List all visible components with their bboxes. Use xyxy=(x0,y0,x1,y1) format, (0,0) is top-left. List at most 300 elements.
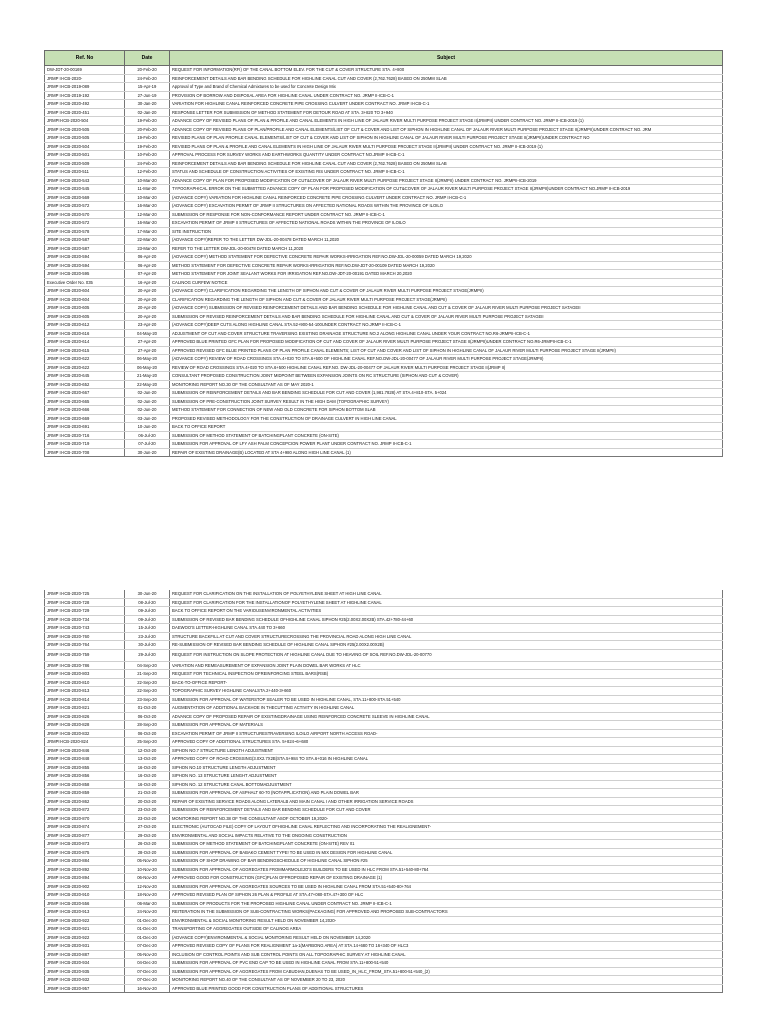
table-row xyxy=(45,278,723,287)
table-row xyxy=(45,372,723,381)
table-row xyxy=(45,363,723,372)
date-cell: 10-Jun-20 xyxy=(125,423,170,432)
ref-cell: JRMP II-ICB-2020-821 xyxy=(45,704,125,713)
ref-cell: JRMP II-ICB-2020-492 xyxy=(45,100,125,109)
table-row xyxy=(45,142,723,151)
table-row xyxy=(45,159,723,168)
date-cell: 13-Oct-20 xyxy=(125,755,170,764)
ref-cell: JRMP II-ICB-2020-922 xyxy=(45,933,125,942)
ref-cell: JRMPII-ICB-2020-504 xyxy=(45,117,125,126)
subject-cell: METHOD STATEMENT FOR CONNECTION OF NEW AND OLD CONCRETE FOR SIPHON BOTTOM SLAB xyxy=(170,406,723,415)
subject-cell: ADVANCE COPY OF PROPOSED REPAIR OF EXISTINGDRAINAGE USING REINFORCED CONCRETE SLEEVE IN HIGHLINE CANAL xyxy=(170,712,723,721)
table-row xyxy=(45,210,723,219)
subject-cell: CONSULTANT PROPOSED CONSTRUCTION JOINT MIDPOINT BETWEEN EXPANSION JOINTS ON RC STRUCTURE (SIPHON AND CUT & COVER) xyxy=(170,372,723,381)
ref-cell: JRMP II-ICB-2020-862 xyxy=(45,797,125,806)
ref-cell: JRMP II-ICB-2020-760 xyxy=(45,632,125,641)
subject-cell: SIPHON NO. 12 STRUCTURE CANAL BOTTOMADJUSTMENT xyxy=(170,780,723,789)
subject-cell: SUBMISSION FOR APPROVAL OF AGGREGATES SOURCES TO BE USED IN HIGHLINE CANAL FROM STA.51+540-80+764 xyxy=(170,882,723,891)
date-cell: 07-Dec-20 xyxy=(125,976,170,985)
table-row xyxy=(45,414,723,423)
ref-cell: JRMP II-ICB-2020-832 xyxy=(45,729,125,738)
date-cell: 16-Apr-20 xyxy=(125,278,170,287)
subject-cell: SUBMISSION OF REINFORCEMENT DETAILS AND BAR BENDING SCHEDULE FOR CUT AND COVER (1,981.7828) AT STA.4+810-STA. 5+024 xyxy=(170,389,723,398)
date-cell: 23-Oct-20 xyxy=(125,806,170,815)
ref-cell: JRMP II-ICB-2020-587 xyxy=(45,236,125,245)
subject-cell: MONITORING REPORT NO.38 OF THE CONSULTANT ASOF OCTOBER 19,2020- xyxy=(170,814,723,823)
subject-cell: REVIEW OF ROAD CROSSINGS STA.4+020 TO STA.6+500 HIGHLINE CANAL REF.NO. DW-JDL-20-00477 OF JALAUR RIVER MULTI PURPOSE PROJECT STAGE II(JRMP II) xyxy=(170,363,723,372)
table-row xyxy=(45,615,723,624)
subject-cell: APPROVED BLUE PRINTED GOOD FOR CONSTRUCTION PLANS OF ADDITIONAL STRUCTURES xyxy=(170,984,723,993)
table-row xyxy=(45,814,723,823)
date-cell: 06-Jul-20 xyxy=(125,431,170,440)
table-row xyxy=(45,329,723,338)
subject-cell: (ADVANCE COPY) REVIEW OF ROAD CROSSINGS STA.4+020 TO STA.6+500 OF HIGHLINE CANAL REF.NO.DW-JDL-20-00477 OF JALAUR RIVER MULTI PURPOSE PROJECT STAGE(JRMPII) xyxy=(170,355,723,364)
table-row xyxy=(45,219,723,228)
subject-cell: METHOD STATEMENT FOR DEFECTIVE CONCRETE REPAIR WORKS-IRRIGATION REF.NO.DW-JDT-20-00109 DATED MARCH 19,2020 xyxy=(170,261,723,270)
date-cell: 27-Oct-20 xyxy=(125,823,170,832)
ref-cell: JRMP II-ICB-2020-595 xyxy=(45,270,125,279)
subject-cell: REPAIR OF EXISTING SERVICE ROADS ALONG LATERALB AND MAIN CANAL I AND OTHER IRRIGATION SERVICE ROADS xyxy=(170,797,723,806)
subject-cell: REINFORCEMENT DETAILS AND BAR BENDING SCHEDULE FOR HIGHLINE CANAL CUT AND COVER (2,762.7628) BASED ON 250MM SLAB xyxy=(170,74,723,83)
subject-cell: BACK-TO-OFFICE REPORT- xyxy=(170,678,723,687)
date-cell: 01-Dec-20 xyxy=(125,925,170,934)
header-subject: Subject xyxy=(170,51,723,66)
table-row xyxy=(45,865,723,874)
date-cell: 09-Jul-20 xyxy=(125,607,170,616)
subject-cell: APPROVED REVISED PLAN OF SIPHON 26 PLAN & PROFILE AT STA.47+080-STA.47+300 OF HLC xyxy=(170,891,723,900)
table-row xyxy=(45,244,723,253)
ref-cell: JRMP II-ICB-2020-884 xyxy=(45,857,125,866)
ref-cell: JRMP II-ICB-2020-759 xyxy=(45,649,125,661)
subject-cell: STRUCTURE BACKFILL AT CUT AND COVER STRUCTURECROSSING THE PROVINCIAL ROAD ALONG HIGH LINE CANAL xyxy=(170,632,723,641)
table-row xyxy=(45,984,723,993)
ref-cell: JRMP II-ICB-2019-192 xyxy=(45,91,125,100)
subject-cell: (ADVANCE COPY) SUBMISSION OF REVISED REINFORCEMENT DETAILS AND BAR BENDING SCHEDULE FOR HIGHLINE CANAL AND CUT & COVER OF JALAUR RIVER MULTI PURPOSE PROJECT SATAGEII xyxy=(170,304,723,313)
date-cell: 27-Apr-20 xyxy=(125,338,170,347)
date-cell: 02-Jun-20 xyxy=(125,406,170,415)
date-cell: 23-Mar-20 xyxy=(125,244,170,253)
table-row xyxy=(45,780,723,789)
date-cell: 19-Feb-20 xyxy=(125,142,170,151)
date-cell: 07-Jul-20 xyxy=(125,440,170,449)
ref-cell: JRMP II-ICB-2020-858 xyxy=(45,780,125,789)
table-row xyxy=(45,678,723,687)
subject-cell: VARIATION FOR HIGHLINE CANAL REINFORCED CONCRETE PIPE CROSSING CULVERT UNDER CONTRACT NO. JRMP II-ICB-C-1 xyxy=(170,100,723,109)
table-row xyxy=(45,261,723,270)
table-row xyxy=(45,848,723,857)
date-cell: 07-Apr-20 xyxy=(125,270,170,279)
ref-cell: JRMP II-ICB-2020-570 xyxy=(45,210,125,219)
ref-cell: JRMP II-ICB-2020-622 xyxy=(45,355,125,364)
table-row xyxy=(45,670,723,679)
subject-cell: SUBMISSION FOR APPROVAL OF BABAKO CEMENT TYPE! TO BE USED IN MIX DESIGN FOR HIGHLINE CANAL xyxy=(170,848,723,857)
table-row xyxy=(45,967,723,976)
ref-cell: JRMP II-ICB-2020-814 xyxy=(45,695,125,704)
subject-cell: SUBMISSION FOR APPROVAL OF PVC END CAP TO BE USED IN HIGHLINE CANAL FROM STA.11+800-51+540 xyxy=(170,959,723,968)
subject-cell: SUBMISSION OF RESPONSE FOR NON-CONFORMANCE REPORT UNDER CONTRACT NO. JRMP II-ICB-C-1 xyxy=(170,210,723,219)
table-row xyxy=(45,176,723,185)
date-cell: 22-Mar-20 xyxy=(125,236,170,245)
subject-cell: APPROVED GOOD FOR CONSTRUCTION (GFC)PLAN OFPROPOSED REPAIR OF EXISTING DRAINAGE (1) xyxy=(170,874,723,883)
date-cell: 16-Oct-20 xyxy=(125,780,170,789)
subject-cell: SUBMISSION FOR APPROVAL OF WATERSTOP SEALER TO BE USED IN HIGHLINE CANAL, STA.11+800-STA.51+540 xyxy=(170,695,723,704)
subject-cell: MONITORING REPORT NO.40 OF THE CONSULTANT AS OF NOVEMBER 20 TO 23, 2020 xyxy=(170,976,723,985)
table-row xyxy=(45,933,723,942)
date-cell: 01-Dec-20 xyxy=(125,916,170,925)
subject-cell: PROVISION OF BORROW AND DISPOSAL AREA FOR HIGHLINE CANAL UNDER CONTRACT NO. JRMP II-ICB-C-1 xyxy=(170,91,723,100)
date-cell: 18-Nov-20 xyxy=(125,891,170,900)
subject-cell: CALINOG CURFEW NOTICE xyxy=(170,278,723,287)
subject-cell: CLARIFICATION REGARDING THE LENGTH OF SIPHON AND CUT & COVER OF JALAUR RIVER MULTI PURPOSE PROJECT STAGE(JRMPII) xyxy=(170,295,723,304)
subject-cell: SUBMISSION FOR APPROVAL OF ASPHALT 60-70 (NOTAPPLICATION) AND PLAIN DOWEL BAR xyxy=(170,789,723,798)
table-row xyxy=(45,236,723,245)
subject-cell: (ADVANCE COPY)DEEP CUTS ALONG HIGHLINE CANAL STA.52+900-54-100UNDER CONTRACT NO.JRMP II-ICB-C-1 xyxy=(170,321,723,330)
date-cell: 05-Nov-20 xyxy=(125,857,170,866)
date-cell: 05-Nov-20 xyxy=(125,950,170,959)
table-row xyxy=(45,763,723,772)
ref-cell: JRMP II-ICB-2020-612 xyxy=(45,321,125,330)
subject-cell: APPROVED COPY OF ADDITIONAL STRUCTURES STA. 5+824~6+680 xyxy=(170,738,723,747)
date-cell: 06-Oct-20 xyxy=(125,712,170,721)
subject-cell: (ADVANCE COPY)REFER TO THE LETTER DW-JDL-20-00478 DATED MARCH 11,2020 xyxy=(170,236,723,245)
ref-cell: JRMP II-ICB-2020- xyxy=(45,74,125,83)
subject-cell: VARIATION AND REMEASUREMENT OF EXPANSION JOINT PLAIN DOWEL BAR WORKS AT HLC xyxy=(170,661,723,670)
table-row xyxy=(45,125,723,134)
ref-cell: JRMP II-ICB-2020-887 xyxy=(45,950,125,959)
date-cell: 10-Feb-20 xyxy=(125,151,170,160)
ref-cell: JRMP II-ICB-2020-669 xyxy=(45,414,125,423)
date-cell: 20-Apr-20 xyxy=(125,295,170,304)
date-cell: 09-Jul-20 xyxy=(125,615,170,624)
date-cell: 02-Jun-20 xyxy=(125,397,170,406)
table-row xyxy=(45,431,723,440)
table-row xyxy=(45,624,723,633)
ref-cell: JRMP II-ICB-2020-667 xyxy=(45,389,125,398)
table-row xyxy=(45,942,723,951)
table-row xyxy=(45,729,723,738)
table-row xyxy=(45,321,723,330)
ref-cell: JRMP II-ICB-2020-614 xyxy=(45,338,125,347)
subject-cell: RE-SUBMISSION OF REVISED BAR BENDING SCHEDULE OF HIGHLINE CANAL SIPHON #25(2.00X2.00X2B) xyxy=(170,641,723,650)
date-cell: 20-Apr-20 xyxy=(125,312,170,321)
date-cell: 10-Mar-20 xyxy=(125,193,170,202)
table-row xyxy=(45,831,723,840)
subject-cell: TYPOGRAPHICAL ERROR ON THE SUBMITTED ADVANCE COPY OF PLAN FOR PROPOSED MODIFICATION OF CUT&COVER OF JALAUR RIVER MULTI PURPOSE PROJECT STAGE II(JRMPII)UNDER CONTRACT NO.JRMP II-ICB-2019 xyxy=(170,185,723,194)
ref-cell: JRMP II-ICB-2020-728 xyxy=(45,598,125,607)
table-row xyxy=(45,649,723,661)
table-row xyxy=(45,440,723,449)
table-row xyxy=(45,168,723,177)
ref-cell: JRMP II-ICB-2020-615 xyxy=(45,346,125,355)
ref-cell: JRMP II-ICB-2020-875 xyxy=(45,848,125,857)
subject-cell: (ADVANCE COPY)ENVIRONMENTAL & SOCIAL MONITORING RESULT HELD ON NOVEMBER 14,2020 xyxy=(170,933,723,942)
table-row xyxy=(45,83,723,92)
table-row xyxy=(45,746,723,755)
ref-cell: JRMP II-ICB-2020-451 xyxy=(45,108,125,117)
ref-cell: JRMPII-ICB-2020-824 xyxy=(45,738,125,747)
ref-cell: JRMP II-ICB-2020-734 xyxy=(45,615,125,624)
table-row xyxy=(45,389,723,398)
header-date: Date xyxy=(125,51,170,66)
subject-cell: METHOD STATEMENT FOR JOINT SEALANT WORKS FOR IRRIGATION REF.NO.DW-JDT-20-00191 DATED MARCH 20,2020 xyxy=(170,270,723,279)
ref-cell: JRMP II-ICB-2020-764 xyxy=(45,641,125,650)
ref-cell: JRMP II-ICB-2020-616 xyxy=(45,329,125,338)
date-cell: 12-Nov-20 xyxy=(125,882,170,891)
table-row xyxy=(45,185,723,194)
ref-cell: JRMP II-ICB-2020-922 xyxy=(45,916,125,925)
date-cell: 01-Oct-20 xyxy=(125,704,170,713)
ref-cell: JRMP II-ICB-2020-786 xyxy=(45,661,125,670)
ref-cell: JRMP II-ICB-2020-605 xyxy=(45,304,125,313)
ref-cell: JRMP II-ICB-2020-870 xyxy=(45,814,125,823)
subject-cell: ELECTRONIC (AUTOCAD FILE) COPY OF LAYOUT OFHIGHLINE CANAL REFLECTING AND INCORPORATING THE REALIGNEMENT- xyxy=(170,823,723,832)
date-cell: 27-Jun-19 xyxy=(125,91,170,100)
subject-cell: DAEWOO'S LETTER-HIGHLINE CANAL STA.440 TO 3+660 xyxy=(170,624,723,633)
table-row xyxy=(45,253,723,262)
subject-cell: SIPHON NO.10 STRUCTURE LENGTH ADJUSTMENT xyxy=(170,763,723,772)
subject-cell: SUBMISSION FOR APPROVAL OF AGGREGATES FROMMARMOLEJO'S BUILDERS TO BE USED IN HLC FROM STA.51+540-80+764 xyxy=(170,865,723,874)
date-cell: 28-Sep-20 xyxy=(125,721,170,730)
table-row xyxy=(45,840,723,849)
table-row xyxy=(45,108,723,117)
table-row xyxy=(45,338,723,347)
table-row xyxy=(45,312,723,321)
table-row xyxy=(45,202,723,211)
ref-cell: JRMP II-ICB-2020-957 xyxy=(45,984,125,993)
ref-cell: JRMP II-ICB-2020-877 xyxy=(45,831,125,840)
ref-cell: JRMP II-ICB-2020-504 xyxy=(45,142,125,151)
date-cell: 20-Feb-20 xyxy=(125,125,170,134)
correspondence-table xyxy=(44,50,723,457)
ref-cell: JRMP II-ICB-2020-743 xyxy=(45,624,125,633)
date-cell: 15-Apr-19 xyxy=(125,83,170,92)
subject-cell: SUBMISSION OF REVISED REINFORCEMENT DETAILS AND BAR BENDING SCHEDULE FOR HIGHLINE CANAL AND CUT & COVER OF JALAUR RIVER MULTI PURPOSE PROJECT SATAGEII xyxy=(170,312,723,321)
table-row xyxy=(45,823,723,832)
table-row xyxy=(45,270,723,279)
ref-cell: JRMP II-ICB-2020-708 xyxy=(45,448,125,457)
subject-cell: RESPONSE LETTER FOR SUBMISSION OF METHOD STATEMENT FOR DETOUR ROAD AT STA. 3+820 TO 3+940 xyxy=(170,108,723,117)
table-row xyxy=(45,397,723,406)
subject-cell: EXCAVATION PERMIT OF JRMP II STRUCTURESTRAVERSING ILOILO AIRPORT NORTH ACCESS ROAD- xyxy=(170,729,723,738)
table-row xyxy=(45,976,723,985)
subject-cell: Approval of Type and Brand of Chemical Admixtures to be used for Concrete Design Mix xyxy=(170,83,723,92)
date-cell: 21-Oct-20 xyxy=(125,789,170,798)
ref-cell: Executive Order No. 035 xyxy=(45,278,125,287)
ref-cell: JRMP II-ICB-2020-505 xyxy=(45,125,125,134)
subject-cell: MONITORING REPORT NO.30 OF THE CONSULTANT AS OF MAY 2020-1 xyxy=(170,380,723,389)
subject-cell: (ADVANCE COPY) CLARIFICATION REGARDING THE LENGTH OF SIPHON AND CUT & COVER OF JALAUR RIVER MULTI PURPOSE PROJECT STAGE(JRMPII) xyxy=(170,287,723,296)
table-row xyxy=(45,641,723,650)
table-row xyxy=(45,134,723,143)
ref-cell: JRMP II-ICB-2020-604 xyxy=(45,295,125,304)
ref-cell: JRMP II-ICB-2020-511 xyxy=(45,168,125,177)
table-body xyxy=(45,66,723,457)
correspondence-table-page-2 xyxy=(44,590,722,993)
subject-cell: BACK TO OFFICE REPORT ON THE VARIOUSENVIRONMENTAL ACTIVITIES xyxy=(170,607,723,616)
subject-cell: REVISED PLANS OF PLAN & PROFILE AND CANAL ELEMENTS IN HIGH LINE OF JALAUR RIVER MULTI PURPOSE PROJECT STAGE II(JRMPII) UNDER CONTRACT NO. JRMP II-ICB-2019 (1) xyxy=(170,142,723,151)
ref-cell: JRMP II-ICB-2020-691 xyxy=(45,423,125,432)
subject-cell: TRANSPORTING OF AGGREGATES OUTSIDE OF CALINOG AREA xyxy=(170,925,723,934)
subject-cell: ENVIRONMENTAL & SOCIAL MONITORING RESULT HELD ON NOVEMBER 14,2020- xyxy=(170,916,723,925)
subject-cell: REQUEST FOR INSTRUCTION ON SLOPE PROTECTION AT HIGHLINE CANAL DUE TO HEAVING OF SOIL REF.NO.DW-JDL-20-00770 xyxy=(170,649,723,661)
table-row xyxy=(45,117,723,126)
table-row xyxy=(45,712,723,721)
date-cell: 27-Apr-20 xyxy=(125,346,170,355)
date-cell: 23-Jul-20 xyxy=(125,632,170,641)
subject-cell: REQUEST FOR CLARIFICATION ON THE INSTALLATION OF POLYETHYLENE SHEET AT HIGH LINE CANAL xyxy=(170,590,723,598)
subject-cell: ENVIRONMENTAL AND SOCIAL IMPACTS RELATIVE TO THE ONGOING CONSTRUCTION xyxy=(170,831,723,840)
ref-cell: JRMP II-ICB-2020-913 xyxy=(45,908,125,917)
ref-cell: JRMP II-ICB-2020-932 xyxy=(45,976,125,985)
ref-cell: JRMP II-ICB-2020-716 xyxy=(45,431,125,440)
date-cell: 07-Dec-20 xyxy=(125,967,170,976)
table-row xyxy=(45,899,723,908)
date-cell: 16-Nov-20 xyxy=(125,984,170,993)
table-row xyxy=(45,448,723,457)
table-row xyxy=(45,151,723,160)
table-row xyxy=(45,74,723,83)
date-cell: 04-Dec-20 xyxy=(125,959,170,968)
subject-cell: BACK TO OFFICE REPORT xyxy=(170,423,723,432)
date-cell: 20-Oct-20 xyxy=(125,797,170,806)
ref-cell: JRMP II-ICB-2020-725 xyxy=(45,590,125,598)
table-row xyxy=(45,797,723,806)
ref-cell: JRMP II-ICB-2020-729 xyxy=(45,607,125,616)
table-row xyxy=(45,91,723,100)
table-row xyxy=(45,193,723,202)
subject-cell: REPAIR OF EXISTING DRAINAGE(B) LOCATED AT STA 4+980 ALONG HIGH LINE CANAL (1) xyxy=(170,448,723,457)
ref-cell: JRMP II-ICB-2020-622 xyxy=(45,363,125,372)
table-row xyxy=(45,227,723,236)
date-cell: 20-Apr-20 xyxy=(125,287,170,296)
subject-cell: ADVANCE COPY OF PLAN FOR PROPOSED MODIFICATION OF CUT&COVER OF JALAUR RIVER MULTI PURPOSE PROJECT STAGE II(JRMPII) UNDER CONTRACT NO. JRMPII-ICB-2019 xyxy=(170,176,723,185)
date-cell: 30-Jan-20 xyxy=(125,100,170,109)
date-cell: 02-Jan-20 xyxy=(125,108,170,117)
table-row xyxy=(45,959,723,968)
table-row xyxy=(45,287,723,296)
subject-cell: (ADVANCE COPY) METHOD STATEMENT FOR DEFECTIVE CONCRETE REPAIR WORKS-IRRIGATION REF.NO.DW-JDL-20-00059 DATED MARCH 19,2020 xyxy=(170,253,723,262)
date-cell: 12-Mar-20 xyxy=(125,210,170,219)
ref-cell: JRMP II-ICB-2020-810 xyxy=(45,678,125,687)
table-row xyxy=(45,806,723,815)
table-row xyxy=(45,916,723,925)
table-row xyxy=(45,704,723,713)
subject-cell: REITERATION IN THE SUBMISSION OF SUB-CONTRACTING WORKS(PACKAGING) FOR APPROVED AND PROPOSED SUB-CONTRACTORS xyxy=(170,908,723,917)
subject-cell: SUBMISSION OF METHOD STATEMENT OF BATCHINGPLANT CONCRETE (ON-SITE) xyxy=(170,431,723,440)
ref-cell: JRMP II-ICB-2020-719 xyxy=(45,440,125,449)
ref-cell: JRMP II-ICB-2020-645 xyxy=(45,372,125,381)
table-row xyxy=(45,406,723,415)
correspondence-table-page-1 xyxy=(44,50,722,457)
date-cell: 24-Feb-20 xyxy=(125,159,170,168)
subject-cell: REVISED PLANS OF PLAN PROFILE CANAL ELEMENTS/LIST OF CUT & COVER AND LIST OF SIPHON IN HIGHLINE CANAL OF JALAUR RIVER MULTI PURPOSE PROJECT STAGE II(JRMPII)UNDER CONTRACT NO xyxy=(170,134,723,143)
date-cell: 16-Oct-20 xyxy=(125,763,170,772)
subject-cell: SUBMISSION OF METHOD STATEMENT OF BATCHINGPLANT CONCRETE (ON-SITE) REV 01 xyxy=(170,840,723,849)
subject-cell: SUBMISSION OF REINFORCEMENT DETAILS AND BAR BENDING SCHEDULE FOR CUT AND COVER xyxy=(170,806,723,815)
date-cell: 08-Jul-20 xyxy=(125,598,170,607)
ref-cell: JRMP II-ICB-2019-089 xyxy=(45,83,125,92)
subject-cell: AUGMENTATION OF ADDITIONAL BACKHOE IN THECUTTING ACTIVITY IN HIGHLINE CANAL xyxy=(170,704,723,713)
date-cell: 23-Oct-20 xyxy=(125,814,170,823)
table-row xyxy=(45,304,723,313)
date-cell: 21-May-20 xyxy=(125,372,170,381)
table-row xyxy=(45,687,723,696)
date-cell: 15-Jul-20 xyxy=(125,624,170,633)
ref-cell: JRMP II-ICB-2020-803 xyxy=(45,670,125,679)
date-cell: 04-May-20 xyxy=(125,329,170,338)
date-cell: 20-Apr-20 xyxy=(125,304,170,313)
date-cell: 23-Apr-20 xyxy=(125,321,170,330)
ref-cell: JRMP II-ICB-2020-872 xyxy=(45,806,125,815)
ref-cell: JRMP II-ICB-2020-578 xyxy=(45,227,125,236)
table-row xyxy=(45,100,723,109)
subject-cell: EXCAVATION PERMIT OF JRMP II STRUCTURES OF AFFECTED NATIONAL ROADS WITHIN THE PROVINCE OF ILOILO xyxy=(170,219,723,228)
date-cell: 16-Oct-20 xyxy=(125,772,170,781)
ref-cell: JRMP II-ICB-2020-859 xyxy=(45,789,125,798)
ref-cell: JRMP II-ICB-2020-572 xyxy=(45,202,125,211)
date-cell: 04-Sep-20 xyxy=(125,661,170,670)
table-row xyxy=(45,950,723,959)
date-cell: 26-Oct-20 xyxy=(125,840,170,849)
subject-cell: ADVANCE COPY OF REVISED PLANS OF PLAN & PROFILE AND CANAL ELEMENTS IN HIGH LINE OF JALAUR RIVER MULTI PURPOSE PROJECT STAGE II(JRMPII) UNDER CONTRACT NO. JRMP II-ICB-2019 (1) xyxy=(170,117,723,126)
ref-cell: JRMP II-ICB-2020-587 xyxy=(45,244,125,253)
subject-cell: (ADVANCE COPY) EXCAVATION PERMIT OF JRMP II STRUCTURES ON AFFECTED NATIONAL ROADS WITHIN THE PROVINCE OF ILOILO xyxy=(170,202,723,211)
table-header-row xyxy=(45,51,723,66)
date-cell: 11-Mar-20 xyxy=(125,185,170,194)
date-cell: 10-Mar-20 xyxy=(125,176,170,185)
date-cell: 21-Sep-20 xyxy=(125,670,170,679)
subject-cell: REQUEST FOR TECHNICAL INSPECTION OFREINFORCING STEEL BARS(RSB) xyxy=(170,670,723,679)
table-row xyxy=(45,66,723,75)
ref-cell: JRMP II-ICB-2020-910 xyxy=(45,891,125,900)
table-row xyxy=(45,882,723,891)
table-row xyxy=(45,721,723,730)
subject-cell: APPROVED COPY OF ROAD CROSSING(3.0X2.7X2B)STA.5+984 TO STA.6+016 IN HIGHLINE CANAL xyxy=(170,755,723,764)
date-cell: 22-May-20 xyxy=(125,380,170,389)
table-row xyxy=(45,355,723,364)
table-row xyxy=(45,598,723,607)
ref-cell: JRMP II-ICB-2020-666 xyxy=(45,406,125,415)
table-row xyxy=(45,695,723,704)
table-row xyxy=(45,738,723,747)
date-cell: 22-Sep-20 xyxy=(125,687,170,696)
date-cell: 29-Oct-20 xyxy=(125,831,170,840)
ref-cell: JRMP II-ICB-2020-828 xyxy=(45,721,125,730)
subject-cell: SUBMISSION FOR APPROVAL OF LFY ASH PALM CONCEPCION POWER PLANT UNDER CONTRACT NO. JRMP II-ICB-C-1 xyxy=(170,440,723,449)
table-row xyxy=(45,423,723,432)
table-row xyxy=(45,590,723,598)
subject-cell: SITE INSTRUCTION xyxy=(170,227,723,236)
ref-cell: JRMP II-ICB-2020-572 xyxy=(45,219,125,228)
date-cell: 17-Mar-20 xyxy=(125,227,170,236)
table-row xyxy=(45,789,723,798)
date-cell: 19-Feb-20 xyxy=(125,134,170,143)
date-cell: 06-May-20 xyxy=(125,355,170,364)
ref-cell: JRMP II-ICB-2020-605 xyxy=(45,312,125,321)
table-row xyxy=(45,607,723,616)
table-row xyxy=(45,772,723,781)
ref-cell: JRMP II-ICB-2020-826 xyxy=(45,712,125,721)
date-cell: 12-Feb-20 xyxy=(125,168,170,177)
date-cell: 25-Sep-20 xyxy=(125,738,170,747)
ref-cell: JRMP II-ICB-2020-813 xyxy=(45,687,125,696)
subject-cell: STATUS AND SCHEDULE OF CONSTRUCTION ACTIVITIES OF EXISTING RIS UNDER CONTRACT NO. JRMP II-ICB-C-1 xyxy=(170,168,723,177)
ref-cell: JRMP II-ICB-2020-509 xyxy=(45,159,125,168)
subject-cell: SUBMISSION OF SHOP DRAWING OF BAR BENDINGSCHEDULE OF HIGHLINE CANAL SIPHON #25 xyxy=(170,857,723,866)
subject-cell: TOPOGRAPHIC SURVEY HIGHLINE CANALSTA.2+440-3+660 xyxy=(170,687,723,696)
date-cell: 06-Apr-20 xyxy=(125,261,170,270)
subject-cell: SUBMISSION OF REVISED BAR BENDING SCHEDULE OFHIGHLINE CANAL SIPHON #25(2.00X2.00X2B) STA.42+780-44+60 xyxy=(170,615,723,624)
